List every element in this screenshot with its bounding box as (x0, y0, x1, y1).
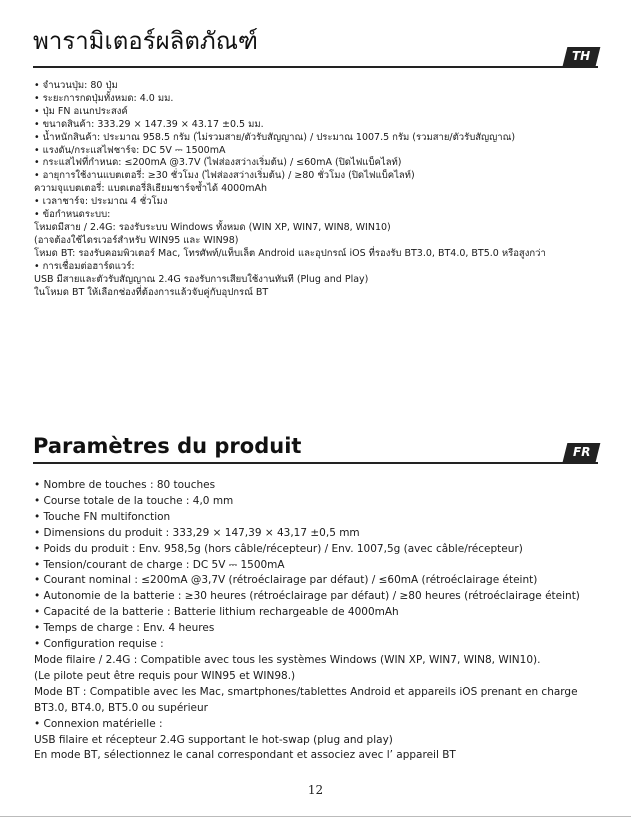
french-spec-line: • Tension/courant de charge : DC 5V ⎓ 1500mA (34, 558, 611, 574)
french-spec-line: • Autonomie de la batterie : ≥30 heures (rétroéclairage par défaut) / ≥80 heures (rétroéclairage éteint) (34, 589, 611, 605)
french-badge-label: FR (572, 445, 591, 459)
thai-spec-line: • จำนวนปุ่ม: 80 ปุ่ม (34, 80, 611, 93)
french-heading-rule (33, 462, 598, 464)
french-spec-line: Mode BT : Compatible avec les Mac, smartphones/tablettes Android et appareils iOS prenant en charge (34, 685, 578, 698)
thai-spec-line: • น้ำหนักสินค้า: ประมาณ 958.5 กรัม (ไม่รวมสาย/ตัวรับสัญญาณ) / ประมาณ 1007.5 กรัม (รวมสาย/ตัวรับสัญญาณ) (34, 132, 611, 145)
french-language-badge (563, 443, 601, 462)
french-section-heading: Paramètres du produit (33, 434, 302, 458)
french-spec-line: • Poids du produit : Env. 958,5g (hors câble/récepteur) / Env. 1007,5g (avec câble/récepteur) (34, 542, 611, 558)
thai-spec-list (34, 80, 611, 299)
thai-spec-line: • อายุการใช้งานแบตเตอรี่: ≥30 ชั่วโมง (ไฟส่องสว่างเริ่มต้น) / ≥80 ชั่วโมง (ปิดไฟแบ็คไลท์) (34, 170, 611, 183)
thai-spec-line: โหมดมีสาย / 2.4G: รองรับระบบ Windows ทั้งหมด (WIN XP, WIN7, WIN8, WIN10) (34, 221, 391, 233)
thai-spec-line: • ข้อกำหนดระบบ: (34, 209, 611, 222)
thai-spec-line: โหมด BT: รองรับคอมพิวเตอร์ Mac, โทรศัพท์/แท็บเล็ต Android และอุปกรณ์ iOS ที่รองรับ BT3.0, BT4.0, BT5.0 หรือสูงกว่า (34, 247, 546, 259)
thai-spec-line: • กระแสไฟที่กำหนด: ≤200mA @3.7V (ไฟส่องสว่างเริ่มต้น) / ≤60mA (ปิดไฟแบ็คไลท์) (34, 157, 611, 170)
french-spec-line: Mode filaire / 2.4G : Compatible avec tous les systèmes Windows (WIN XP, WIN7, WIN8, WIN10). (34, 653, 541, 666)
thai-spec-line: • การเชื่อมต่อฮาร์ดแวร์: (34, 261, 611, 274)
french-heading-row (33, 424, 598, 464)
thai-spec-line: ในโหมด BT ให้เลือกช่องที่ต้องการแล้วจับคู่กับอุปกรณ์ BT (34, 286, 269, 298)
thai-language-badge (563, 47, 601, 66)
french-spec-line: • Connexion matérielle : (34, 717, 611, 733)
french-spec-line: • Dimensions du produit : 333,29 × 147,39 × 43,17 ±0,5 mm (34, 526, 611, 542)
thai-spec-line: • ระยะการกดปุ่มทั้งหมด: 4.0 มม. (34, 93, 611, 106)
french-spec-line: • Nombre de touches : 80 touches (34, 478, 611, 494)
page-number: 12 (307, 783, 324, 797)
thai-spec-line: • แรงดัน/กระแสไฟชาร์จ: DC 5V ⎓ 1500mA (34, 145, 611, 158)
thai-badge-label: TH (572, 49, 591, 63)
thai-spec-line: • เวลาชาร์จ: ประมาณ 4 ชั่วโมง (34, 196, 611, 209)
french-spec-line: • Courant nominal : ≤200mA @3,7V (rétroéclairage par défaut) / ≤60mA (rétroéclairage éteint) (34, 573, 611, 589)
french-spec-line: BT3.0, BT4.0, BT5.0 ou supérieur (34, 701, 208, 714)
french-spec-line: • Temps de charge : Env. 4 heures (34, 621, 611, 637)
thai-spec-line: USB มีสายและตัวรับสัญญาณ 2.4G รองรับการเสียบใช้งานทันที (Plug and Play) (34, 273, 369, 285)
thai-section-heading: พารามิเตอร์ผลิตภัณฑ์ (33, 27, 258, 55)
thai-heading-rule (33, 66, 598, 68)
french-spec-line: • Capacité de la batterie : Batterie lithium rechargeable de 4000mAh (34, 605, 611, 621)
french-spec-line: En mode BT, sélectionnez le canal correspondant et associez avec l’ appareil BT (34, 749, 456, 762)
french-spec-line: • Touche FN multifonction (34, 510, 611, 526)
thai-spec-line: • ขนาดสินค้า: 333.29 × 147.39 × 43.17 ±0.5 มม. (34, 119, 611, 132)
french-spec-line: • Configuration requise : (34, 637, 611, 653)
french-spec-list (34, 478, 611, 764)
thai-spec-line: (อาจต้องใช้ไดรเวอร์สำหรับ WIN95 และ WIN98) (34, 234, 239, 246)
bottom-divider (0, 816, 631, 817)
french-spec-line: • Course totale de la touche : 4,0 mm (34, 494, 611, 510)
french-spec-line: (Le pilote peut être requis pour WIN95 et WIN98.) (34, 669, 296, 682)
thai-spec-line: ความจุแบตเตอรี่: แบตเตอรี่ลิเธียมชาร์จซ้ำได้ 4000mAh (34, 183, 268, 195)
thai-spec-line: • ปุ่ม FN อเนกประสงค์ (34, 106, 611, 119)
french-spec-line: USB filaire et récepteur 2.4G supportant le hot-swap (plug and play) (34, 733, 393, 746)
thai-heading-row (33, 28, 598, 68)
